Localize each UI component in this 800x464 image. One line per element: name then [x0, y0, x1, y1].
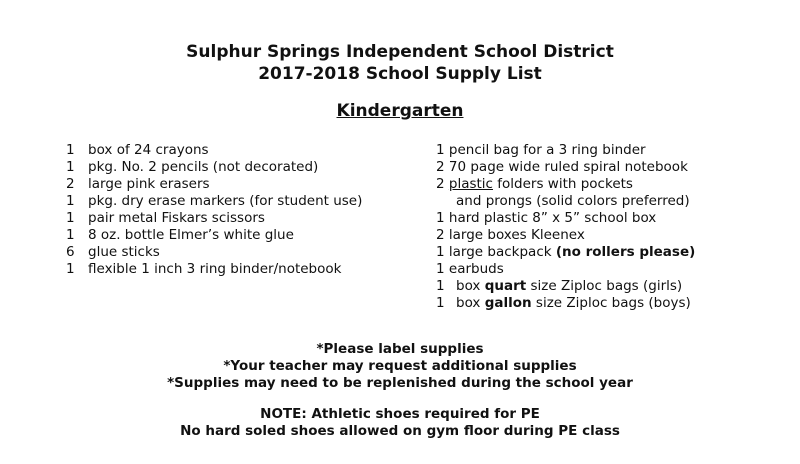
item-bold-note: (no rollers please) [555, 244, 696, 260]
item-bold-word: quart [484, 278, 527, 294]
item-text: glue sticks [88, 244, 160, 260]
item-qty: 1 [436, 142, 445, 158]
list-item [66, 243, 160, 261]
item-text: 70 page wide ruled spiral notebook [448, 159, 688, 175]
district-title: Sulphur Springs Independent School District [186, 42, 614, 62]
list-item [436, 260, 504, 278]
item-qty: 1 [66, 142, 75, 158]
item-qty: 1 [66, 193, 75, 209]
item-text: size Ziploc bags (boys) [535, 295, 691, 311]
list-item [436, 226, 585, 244]
list-item [436, 141, 646, 159]
item-text: pencil bag for a 3 ring binder [448, 142, 646, 158]
note-athletic-shoes: NOTE: Athletic shoes required for PE [260, 406, 540, 422]
item-qty: 1 [66, 227, 75, 243]
note-replenish-supplies: *Supplies may need to be replenished during the school year [167, 375, 633, 391]
list-item [436, 243, 695, 261]
item-qty: 1 [66, 210, 75, 226]
list-item [66, 175, 210, 193]
note-additional-supplies: *Your teacher may request additional supplies [223, 358, 577, 374]
list-title: 2017-2018 School Supply List [258, 64, 542, 84]
note-gym-floor: No hard soled shoes allowed on gym floor during PE class [180, 423, 620, 439]
item-qty: 1 [436, 210, 445, 226]
item-qty: 1 [436, 278, 445, 294]
grade-heading: Kindergarten [336, 101, 464, 121]
item-text: 8 oz. bottle Elmer’s white glue [88, 227, 294, 243]
item-text: folders with pockets [497, 176, 633, 192]
item-qty: 2 [66, 176, 75, 192]
item-text: box [456, 295, 481, 311]
item-text: pair metal Fiskars scissors [88, 210, 265, 226]
item-qty: 2 [436, 227, 445, 243]
item-text: flexible 1 inch 3 ring binder/notebook [88, 261, 342, 277]
item-qty: 2 [436, 159, 445, 175]
item-qty: 1 [436, 261, 445, 277]
item-text: pkg. dry erase markers (for student use) [88, 193, 363, 209]
item-qty: 1 [66, 159, 75, 175]
item-qty: 6 [66, 244, 75, 260]
list-item [66, 158, 318, 176]
list-item [436, 158, 688, 176]
item-text: earbuds [448, 261, 504, 277]
list-item [436, 175, 633, 193]
list-item [66, 141, 209, 159]
item-text: large pink erasers [88, 176, 210, 192]
item-text: box [456, 278, 481, 294]
list-item [436, 209, 656, 227]
list-item [436, 294, 691, 312]
item-text: hard plastic 8” x 5” school box [448, 210, 657, 226]
item-text: large backpack [448, 244, 552, 260]
list-item [66, 209, 265, 227]
item-text: large boxes Kleenex [448, 227, 585, 243]
list-item-continuation: and prongs (solid colors preferred) [456, 193, 690, 209]
item-qty: 1 [66, 261, 75, 277]
list-item [66, 260, 341, 278]
list-item [66, 226, 294, 244]
item-qty: 1 [436, 244, 445, 260]
item-bold-word: gallon [484, 295, 532, 311]
item-text: pkg. No. 2 pencils (not decorated) [88, 159, 319, 175]
item-underlined-word: plastic [448, 176, 493, 192]
item-qty: 1 [436, 295, 445, 311]
note-label-supplies: *Please label supplies [316, 341, 484, 357]
item-text: size Ziploc bags (girls) [530, 278, 683, 294]
list-item [436, 277, 682, 295]
item-qty: 2 [436, 176, 445, 192]
item-text: box of 24 crayons [88, 142, 209, 158]
list-item [66, 192, 362, 210]
